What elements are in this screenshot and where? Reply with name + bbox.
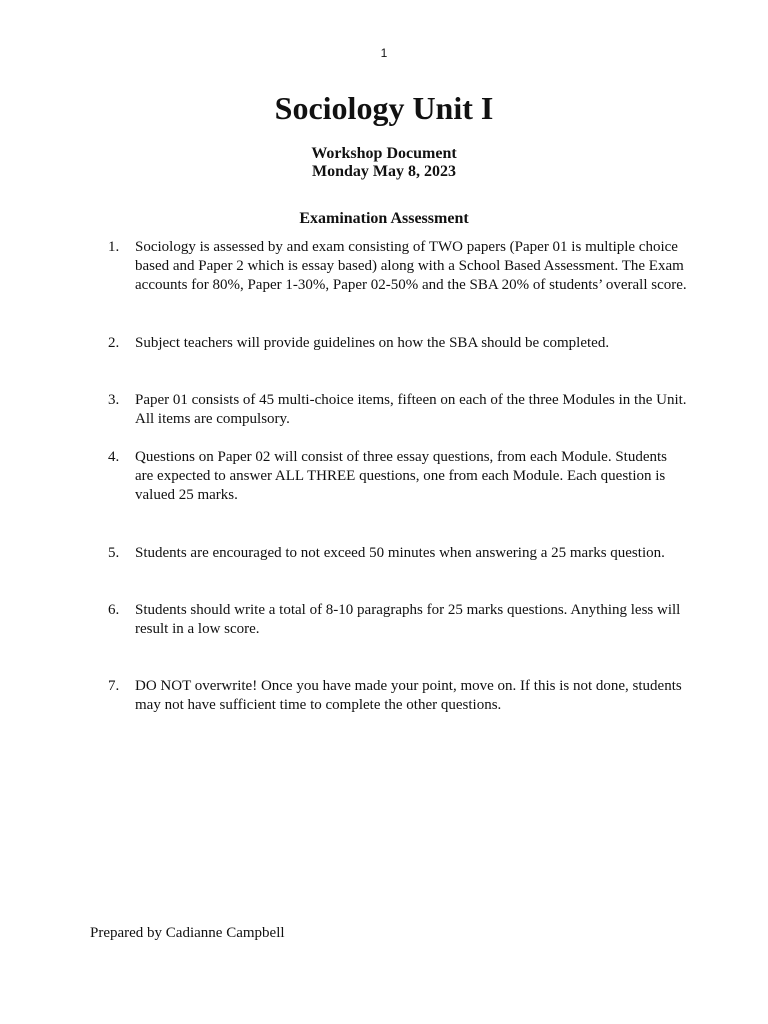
list-item-number: 1.: [108, 239, 120, 255]
section-heading: Examination Assessment: [299, 210, 469, 227]
page-number: 1: [380, 46, 388, 60]
list-item-number: 2.: [108, 335, 120, 351]
document-title: Sociology Unit I: [274, 90, 494, 126]
list-item-text: Questions on Paper 02 will consist of three essay questions, from each Module. Students are expected to answer ALL THREE questions, one from each Module. Each question is valued 25 marks.: [135, 449, 668, 503]
subtitle-workshop: Workshop Document: [311, 145, 457, 162]
list-item: [108, 544, 688, 563]
list-item-text: DO NOT overwrite! Once you have made your point, move on. If this is not done, students may not have sufficient time to complete the other questions.: [135, 678, 682, 713]
list-item: [108, 677, 688, 715]
list-item: [108, 448, 688, 505]
list-item-text: Students are encouraged to not exceed 50 minutes when answering a 25 marks question.: [135, 545, 665, 561]
list-item-number: 3.: [108, 392, 120, 408]
list-item-text: Students should write a total of 8-10 paragraphs for 25 marks questions. Anything less will result in a low score.: [135, 602, 681, 637]
list-item-text: Subject teachers will provide guidelines on how the SBA should be completed.: [135, 335, 610, 351]
list-item-text: Sociology is assessed by and exam consisting of TWO papers (Paper 01 is multiple choice based and Paper 2 which is essay based) along with a School Based Assessment. The Exam accounts for 80%, Paper 1-30%, Paper 02-50% and the SBA 20% of students’ overall score.: [135, 239, 687, 293]
subtitle-date: Monday May 8, 2023: [312, 163, 456, 180]
document-subtitle: [0, 145, 768, 181]
list-item-number: 5.: [108, 545, 120, 561]
list-item-number: 4.: [108, 449, 120, 465]
list-item: [108, 391, 688, 429]
list-item: [108, 334, 688, 353]
list-item-number: 6.: [108, 602, 120, 618]
prepared-by-footer: Prepared by Cadianne Campbell: [90, 925, 285, 941]
list-item: [108, 238, 688, 295]
list-item-text: Paper 01 consists of 45 multi-choice items, fifteen on each of the three Modules in the Unit. All items are compulsory.: [135, 392, 687, 427]
list-item-number: 7.: [108, 678, 120, 694]
list-item: [108, 601, 688, 639]
